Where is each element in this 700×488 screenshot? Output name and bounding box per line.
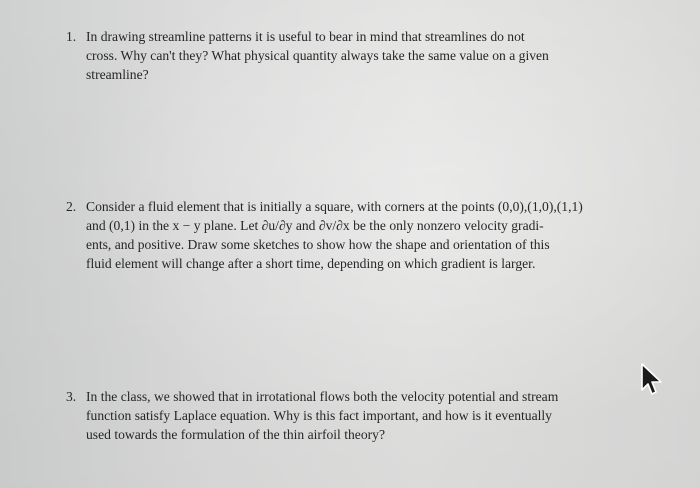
problem-text-line: fluid element will change after a short time, depending on which gradient is larger. (86, 256, 536, 271)
problem-1 (66, 27, 639, 84)
problem-text-line: In drawing streamline patterns it is useful to bear in mind that streamlines do not (86, 29, 525, 44)
problem-number: 1. (66, 29, 77, 44)
problem-text-line: In the class, we showed that in irrotational flows both the velocity potential and stream (86, 389, 559, 404)
problem-text-line: and (0,1) in the x − y plane. Let ∂u/∂y and ∂v/∂x be the only nonzero velocity gradi- (86, 218, 544, 233)
problem-text-line: ents, and positive. Draw some sketches to show how the shape and orientation of this (86, 237, 550, 252)
problem-2 (66, 197, 666, 273)
problem-text-line: cross. Why can't they? What physical quantity always take the same value on a given (86, 48, 549, 63)
problem-text-line: function satisfy Laplace equation. Why is this fact important, and how is it eventually (86, 408, 552, 423)
problem-number: 3. (66, 389, 77, 404)
problem-number: 2. (66, 199, 77, 214)
mouse-pointer-icon (640, 362, 666, 396)
problem-text-line: Consider a fluid element that is initially a square, with corners at the points (0,0),(1,0),(1,1) (86, 199, 583, 214)
problem-text-line: streamline? (86, 67, 149, 82)
problem-3 (66, 387, 646, 444)
problem-text-line: used towards the formulation of the thin airfoil theory? (86, 427, 385, 442)
